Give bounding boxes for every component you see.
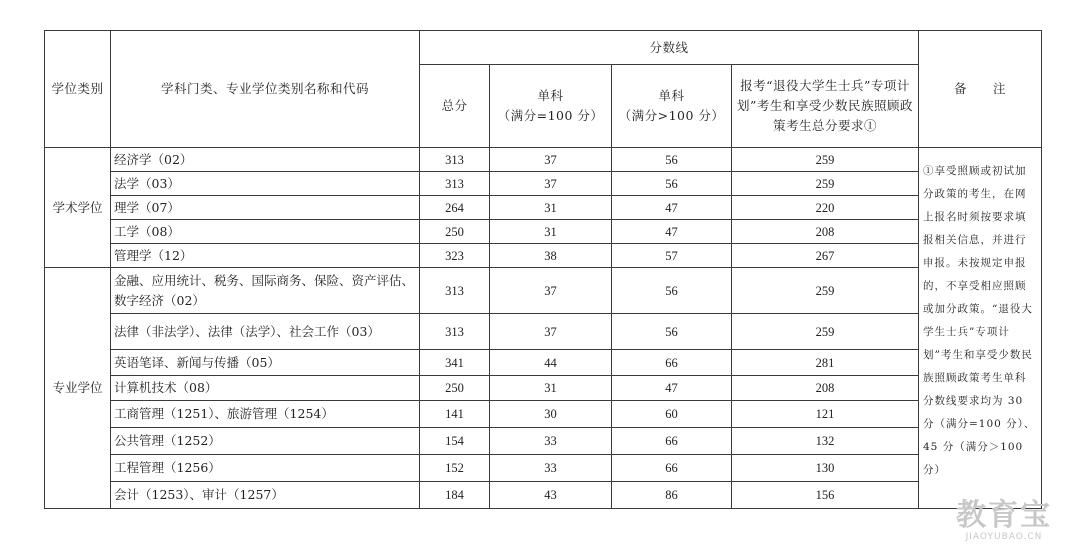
table-row (45, 455, 1042, 482)
row-single-100: 30 (490, 401, 612, 428)
header-degree-type: 学位类别 (45, 31, 111, 148)
row-single-100: 33 (490, 428, 612, 455)
row-single-100: 37 (490, 172, 612, 196)
header-single-gt100-line2: （满分>100 分） (618, 108, 725, 123)
header-subject-name: 学科门类、专业学位类别名称和代码 (111, 31, 420, 148)
watermark-sub: JIAOYUBAO.CN (965, 532, 1043, 542)
row-single-gt100: 66 (612, 455, 732, 482)
row-name: 工学（08） (111, 220, 420, 244)
note-text: ①享受照顾或初试加分政策的考生，在网上报名时须按要求填报相关信息，并进行申报。未按规定申报的，不享受相应照顾或加分政策。“退役大学生士兵”专项计划”考生和享受少数民族照顾政策考生单科分数线要求均为 30 分（满分=100 分）、45 分（满分＞100 分） (919, 148, 1042, 509)
row-special: 267 (732, 244, 919, 268)
category-academic: 学术学位 (45, 148, 111, 268)
row-total: 184 (420, 482, 490, 509)
row-name: 理学（07） (111, 196, 420, 220)
row-total: 152 (420, 455, 490, 482)
row-single-gt100: 47 (612, 220, 732, 244)
table-row (45, 172, 1042, 196)
row-special: 132 (732, 428, 919, 455)
table-row (45, 148, 1042, 172)
row-name: 工商管理（1251）、旅游管理（1254） (111, 401, 420, 428)
header-single-100-line2: （满分=100 分） (497, 108, 604, 123)
row-single-100: 33 (490, 455, 612, 482)
row-single-gt100: 56 (612, 314, 732, 350)
header-special-plan: 报考“退役大学生士兵”专项计划”考生和享受少数民族照顾政策考生总分要求① (732, 65, 919, 148)
row-single-100: 31 (490, 220, 612, 244)
row-name: 管理学（12） (111, 244, 420, 268)
row-single-gt100: 86 (612, 482, 732, 509)
header-total: 总分 (420, 65, 490, 148)
table-row (45, 482, 1042, 509)
row-total: 313 (420, 314, 490, 350)
row-name: 计算机技术（08） (111, 376, 420, 401)
row-special: 121 (732, 401, 919, 428)
row-single-100: 37 (490, 268, 612, 314)
row-total: 141 (420, 401, 490, 428)
row-name: 工程管理（1256） (111, 455, 420, 482)
row-name: 公共管理（1252） (111, 428, 420, 455)
row-single-100: 38 (490, 244, 612, 268)
row-total: 264 (420, 196, 490, 220)
row-total: 250 (420, 376, 490, 401)
row-special: 259 (732, 268, 919, 314)
row-single-gt100: 57 (612, 244, 732, 268)
header-notes: 备 注 (919, 31, 1042, 148)
row-total: 154 (420, 428, 490, 455)
header-score-line: 分数线 (420, 31, 919, 65)
row-single-100: 43 (490, 482, 612, 509)
watermark-main: 教育宝 (956, 498, 1052, 533)
row-special: 156 (732, 482, 919, 509)
row-name: 法学（03） (111, 172, 420, 196)
table-row (45, 268, 1042, 314)
row-total: 341 (420, 350, 490, 376)
header-single-gt100-line1: 单科 (658, 88, 685, 103)
row-single-gt100: 66 (612, 350, 732, 376)
row-single-100: 37 (490, 148, 612, 172)
header-single-100-line1: 单科 (537, 88, 564, 103)
row-special: 130 (732, 455, 919, 482)
row-name: 金融、应用统计、税务、国际商务、保险、资产评估、数字经济（02） (111, 268, 420, 314)
table-row (45, 376, 1042, 401)
row-special: 220 (732, 196, 919, 220)
row-single-gt100: 47 (612, 196, 732, 220)
row-name: 会计（1253）、审计（1257） (111, 482, 420, 509)
table-row (45, 196, 1042, 220)
row-total: 250 (420, 220, 490, 244)
row-single-gt100: 56 (612, 172, 732, 196)
row-total: 323 (420, 244, 490, 268)
table-row (45, 350, 1042, 376)
header-single-gt100 (612, 65, 732, 148)
row-special: 208 (732, 376, 919, 401)
row-single-gt100: 47 (612, 376, 732, 401)
row-single-gt100: 60 (612, 401, 732, 428)
row-total: 313 (420, 148, 490, 172)
row-single-100: 31 (490, 196, 612, 220)
row-name: 英语笔译、新闻与传播（05） (111, 350, 420, 376)
table-row (45, 220, 1042, 244)
watermark-logo (956, 500, 1052, 542)
header-single-100 (490, 65, 612, 148)
row-total: 313 (420, 172, 490, 196)
table-row (45, 314, 1042, 350)
row-single-100: 44 (490, 350, 612, 376)
row-single-100: 37 (490, 314, 612, 350)
row-total: 313 (420, 268, 490, 314)
row-single-gt100: 66 (612, 428, 732, 455)
category-professional: 专业学位 (45, 268, 111, 509)
row-name: 经济学（02） (111, 148, 420, 172)
row-special: 208 (732, 220, 919, 244)
score-line-table (44, 30, 1042, 509)
row-name: 法律（非法学）、法律（法学）、社会工作（03） (111, 314, 420, 350)
row-special: 259 (732, 148, 919, 172)
row-special: 259 (732, 314, 919, 350)
row-special: 259 (732, 172, 919, 196)
row-special: 281 (732, 350, 919, 376)
table-row (45, 244, 1042, 268)
table-row (45, 428, 1042, 455)
row-single-100: 31 (490, 376, 612, 401)
table-row (45, 401, 1042, 428)
row-single-gt100: 56 (612, 268, 732, 314)
row-single-gt100: 56 (612, 148, 732, 172)
